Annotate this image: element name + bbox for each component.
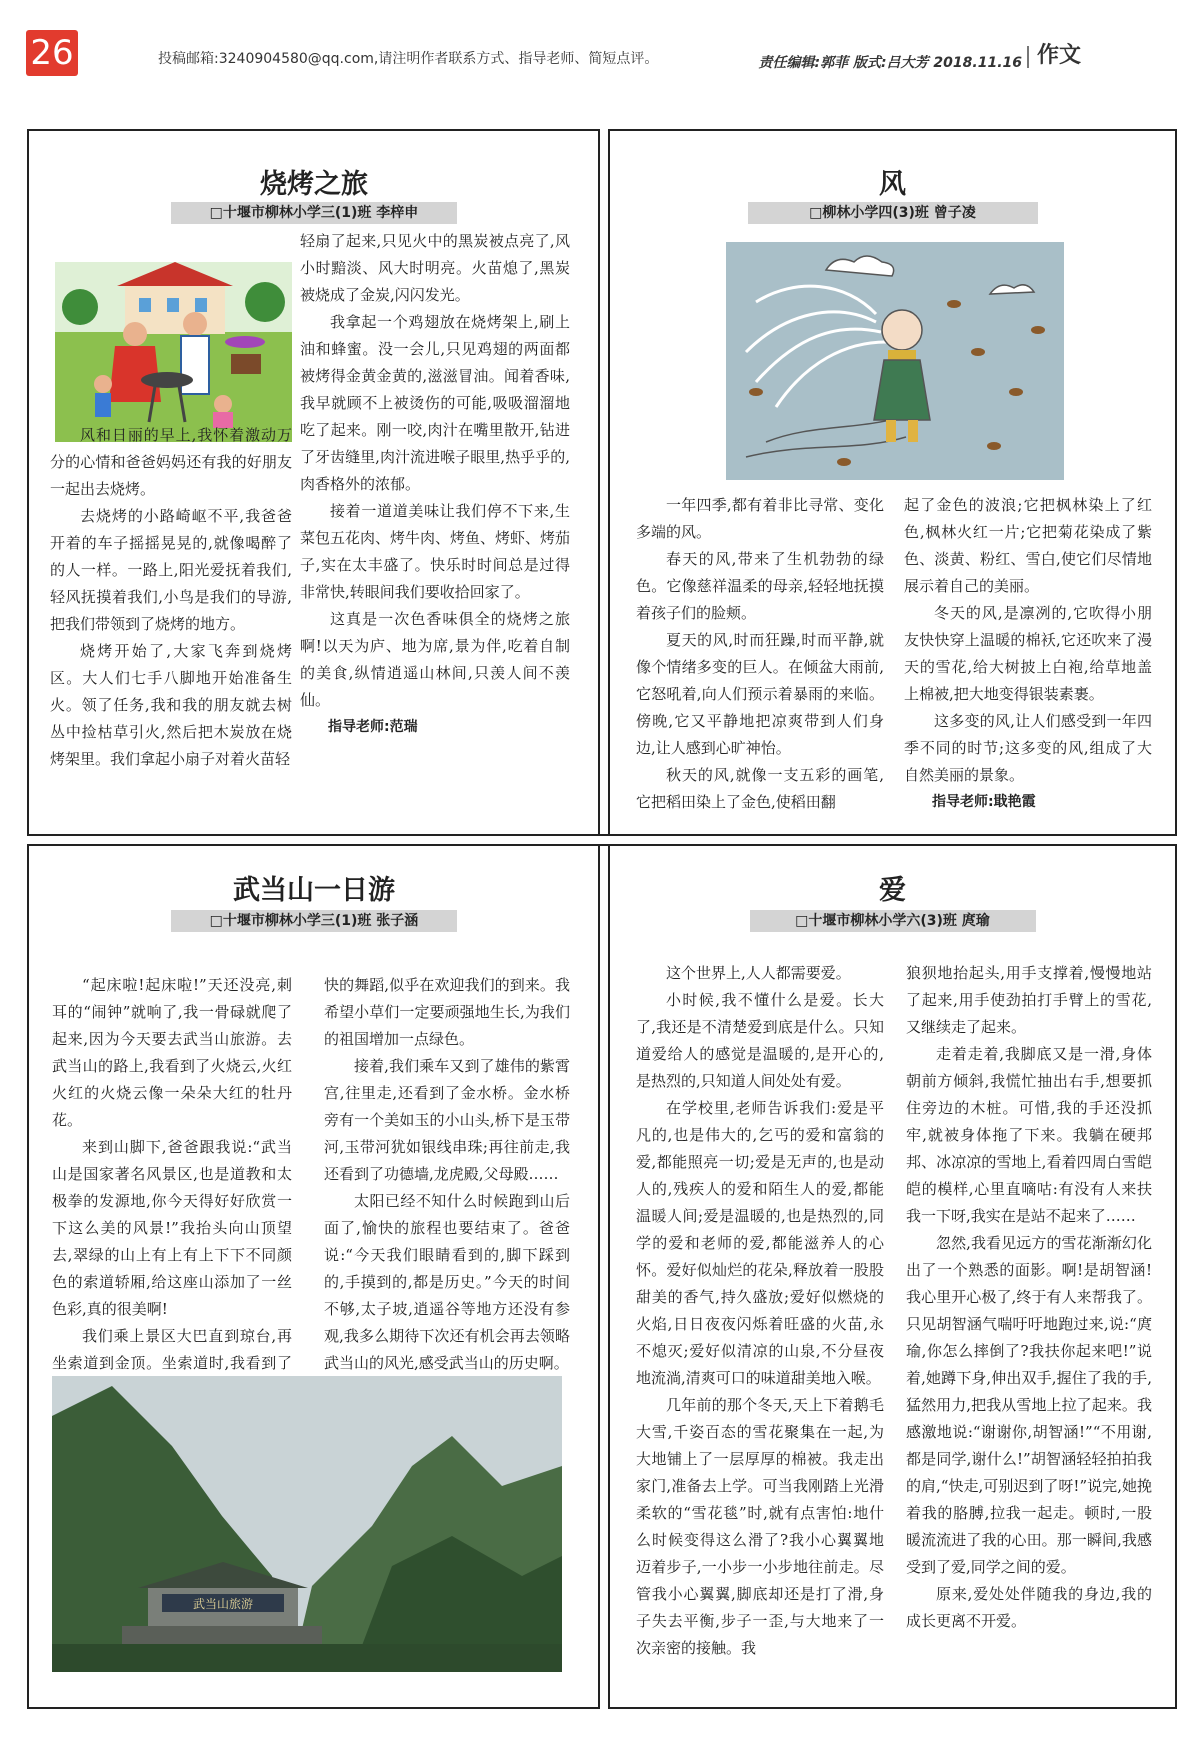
barbecue-illustration bbox=[55, 262, 292, 442]
paragraph: 忽然,我看见远方的雪花渐渐幻化出了一个熟悉的面影。啊!是胡智涵!我心里开心极了,终于有人来帮我了。只见胡智涵气喘吁吁地跑过来,说:“庹瑜,你怎么摔倒了?我扶你起来吧!”说着,她蹲下身,伸出双手,握住了我的手,猛然用力,把我从雪地上拉了起来。我感激地说:“谢谢你,胡智涵!”“不用谢,都是同学,谢什么!”胡智涵轻轻拍拍我的肩,“快走,可别迟到了呀!”说完,她挽着我的胳膊,拉我一起走。顿时,一股暖流流进了我的心田。那一瞬间,我感受到了爱,同学之间的爱。 bbox=[906, 1234, 1152, 1576]
editor-info: 责任编辑:郭菲 版式:吕大芳 2018.11.16 bbox=[758, 55, 1022, 71]
article-column-left bbox=[636, 960, 884, 1662]
paragraph: 太阳已经不知什么时候跑到山后面了,愉快的旅程也要结束了。爸爸说:“今天我们眼睛看到的,脚下踩到的,手摸到的,都是历史。”今天的时间不够,太子坡,逍遥谷等地方还没有参观,我多么期待下次还有机会再去领略武当山的风光,感受武当山的历史啊。 bbox=[324, 1192, 570, 1372]
temple-sign-text: 武当山旅游 bbox=[192, 1597, 254, 1611]
page-header bbox=[0, 0, 1200, 80]
paragraph: 一年四季,都有着非比寻常、变化多端的风。 bbox=[636, 496, 884, 541]
article-column-left bbox=[636, 492, 884, 816]
article-column-right bbox=[904, 492, 1152, 816]
paragraph: 在学校里,老师告诉我们:爱是平凡的,也是伟大的,乞丐的爱和富翁的爱,都能照亮一切;爱是无声的,也是动人的,残疾人的爱和陌生人的爱,都能温暖人间;爱是温暖的,也是热烈的,同学的爱和老师的爱,都能滋养人的心怀。爱好似灿烂的花朵,释放着一股股甜美的香气,持久盛放;爱好似燃烧的火焰,日日夜夜闪烁着旺盛的火苗,永不熄灭;爱好似清凉的山泉,不分昼夜地流淌,清爽可口的味道甜美地入喉。 bbox=[636, 1099, 884, 1387]
paragraph: 狼狈地抬起头,用手支撑着,慢慢地站了起来,用手使劲拍打手臂上的雪花,又继续走了起来。 bbox=[906, 964, 1152, 1036]
paragraph: 冬天的风,是凛冽的,它吹得小朋友快快穿上温暖的棉袄,它还吹来了漫天的雪花,给大树披上白袍,给草地盖上棉被,把大地变得银装素裹。 bbox=[904, 604, 1152, 703]
wind-girl-illustration bbox=[726, 242, 1064, 480]
paragraph: 小时候,我不懂什么是爱。长大了,我还是不清楚爱到底是什么。只知道爱给人的感觉是温暖的,是开心的,是热烈的,只知道人间处处有爱。 bbox=[636, 991, 884, 1090]
article-wind bbox=[610, 132, 1175, 834]
horizontal-divider bbox=[27, 834, 1177, 846]
paragraph: 风和日丽的早上,我怀着激动万分的心情和爸爸妈妈还有我的好朋友一起出去烧烤。 bbox=[50, 426, 292, 498]
paragraph: 我拿起一个鸡翅放在烧烤架上,刷上油和蜂蜜。没一会儿,只见鸡翅的两面都被烤得金黄金黄的,滋滋冒油。闻着香味,我早就顾不上被烫伤的可能,吸吸溜溜地吃了起来。刚一咬,肉汁在嘴里散开,钻进了牙齿缝里,肉汁流进喉子眼里,热乎乎的,肉香格外的浓郁。 bbox=[300, 313, 570, 493]
article-author: □十堰市柳林小学六(3)班 庹瑜 bbox=[750, 910, 1036, 932]
paragraph: 烧烤开始了,大家飞奔到烧烤区。大人们七手八脚地开始准备生火。领了任务,我和我的朋友就去树丛中捡枯草引火,然后把木炭放在烧烤架里。我们拿起小扇子对着火苗轻 bbox=[50, 642, 292, 768]
paragraph: 几年前的那个冬天,天上下着鹅毛大雪,千姿百态的雪花聚集在一起,为大地铺上了一层厚厚的棉被。我走出家门,准备去上学。可当我刚踏上光滑柔软的“雪花毯”时,就有点害怕:地什么时候变得这么滑了?我小心翼翼地迈着步子,一小步一小步地往前走。尽管我小心翼翼,脚底却还是打了滑,身子失去平衡,步子一歪,与大地来了一次亲密的接触。我 bbox=[636, 1396, 884, 1657]
paragraph: 这多变的风,让人们感受到一年四季不同的时节;这多变的风,组成了大自然美丽的景象。 bbox=[904, 712, 1152, 784]
article-author: □十堰市柳林小学三(1)班 张子涵 bbox=[171, 910, 457, 932]
paragraph: 秋天的风,就像一支五彩的画笔,它把稻田染上了金色,使稻田翻 bbox=[636, 766, 884, 811]
paragraph: 接着,我们乘车又到了雄伟的紫霄宫,往里走,还看到了金水桥。金水桥旁有一个美如玉的小山头,桥下是玉带河,玉带河犹如银线串珠;再往前走,我还看到了功德墙,龙虎殿,父母殿…… bbox=[324, 1057, 570, 1183]
article-barbecue bbox=[30, 132, 598, 834]
article-love bbox=[610, 846, 1175, 1706]
paragraph: 去烧烤的小路崎岖不平,我爸爸开着的车子摇摇晃晃的,就像喝醉了的人一样。一路上,阳光爱抚着我们,轻风抚摸着我们,小鸟是我们的导游,把我们带领到了烧烤的地方。 bbox=[50, 507, 292, 633]
article-title: 爱 bbox=[879, 875, 906, 906]
teacher-credit: 指导老师:范瑞 bbox=[328, 719, 418, 735]
paragraph: 夏天的风,时而狂躁,时而平静,就像个情绪多变的巨人。在倾盆大雨前,它怒吼着,向人们预示着暴雨的来临。傍晚,它又平静地把凉爽带到人们身边,让人感到心旷神怡。 bbox=[636, 631, 884, 757]
article-column-left bbox=[50, 422, 292, 773]
article-column-right bbox=[906, 960, 1152, 1635]
article-column-right bbox=[324, 972, 570, 1377]
article-column-right bbox=[300, 228, 570, 741]
article-wudang bbox=[30, 846, 598, 1706]
page-number: 26 bbox=[26, 30, 78, 76]
contact-line: 投稿邮箱:3240904580@qq.com,请注明作者联系方式、指导老师、简短点评。 bbox=[158, 51, 659, 67]
article-title: 风 bbox=[879, 169, 906, 200]
paragraph: 这个世界上,人人都需要爱。 bbox=[666, 964, 851, 982]
wudang-mountain-photo bbox=[52, 1376, 562, 1672]
teacher-credit: 指导老师:戢艳霞 bbox=[932, 794, 1036, 810]
paragraph: 这真是一次色香味俱全的烧烤之旅啊!以天为庐、地为席,景为伴,吃着自制的美食,纵情逍遥山林间,只羡人间不羡仙。 bbox=[300, 610, 570, 709]
paragraph: 快的舞蹈,似乎在欢迎我们的到来。我希望小草们一定要顽强地生长,为我们的祖国增加一点绿色。 bbox=[324, 976, 570, 1048]
paragraph: 原来,爱处处伴随我的身边,我的成长更离不开爱。 bbox=[906, 1585, 1152, 1630]
paragraph: 接着一道道美味让我们停不下来,生菜包五花肉、烤牛肉、烤鱼、烤虾、烤茄子,实在太丰盛了。快乐时时间总是过得非常快,转眼间我们要收拾回家了。 bbox=[300, 502, 571, 601]
vertical-divider bbox=[598, 129, 610, 1709]
header-divider bbox=[1027, 46, 1029, 68]
article-title: 武当山一日游 bbox=[233, 875, 395, 906]
paragraph: 春天的风,带来了生机勃勃的绿色。它像慈祥温柔的母亲,轻轻地抚摸着孩子们的脸颊。 bbox=[636, 550, 884, 622]
paragraph: 起了金色的波浪;它把枫林染上了红色,枫林火红一片;它把菊花染成了紫色、淡黄、粉红、雪白,使它们尽情地展示着自己的美丽。 bbox=[904, 496, 1152, 595]
paragraph: 轻扇了起来,只见火中的黑炭被点亮了,风小时黯淡、风大时明亮。火苗熄了,黑炭被烧成了金炭,闪闪发光。 bbox=[300, 232, 570, 304]
paragraph: 我们乘上景区大巴直到琼台,再坐索道到金顶。坐索道时,我看到了 bbox=[52, 1327, 292, 1372]
paragraph: 来到山脚下,爸爸跟我说:“武当山是国家著名风景区,也是道教和太极拳的发源地,你今天得好好欣赏一下这么美的风景!”我抬头向山顶望去,翠绿的山上有上有上下下不同颜色的索道轿厢,给这座山添加了一丝色彩,真的很美啊! bbox=[52, 1138, 292, 1318]
article-title: 烧烤之旅 bbox=[260, 169, 368, 200]
article-author: □柳林小学四(3)班 曾子凌 bbox=[748, 202, 1038, 224]
paragraph: 走着走着,我脚底又是一滑,身体朝前方倾斜,我慌忙抽出右手,想要抓住旁边的木桩。可惜,我的手还没抓牢,就被身体拖了下来。我躺在硬邦邦、冰凉凉的雪地上,看着四周白雪皑皑的模样,心里直嘀咕:有没有人来扶我一下呀,我实在是站不起来了…… bbox=[906, 1045, 1152, 1225]
article-author: □十堰市柳林小学三(1)班 李梓申 bbox=[171, 202, 457, 224]
paragraph: “起床啦!起床啦!”天还没亮,刺耳的“闹钟”就响了,我一骨碌就爬了起来,因为今天要去武当山旅游。去武当山的路上,我看到了火烧云,火红火红的火烧云像一朵朵大红的牡丹花。 bbox=[52, 976, 292, 1129]
section-name: 作文 bbox=[1037, 43, 1082, 68]
